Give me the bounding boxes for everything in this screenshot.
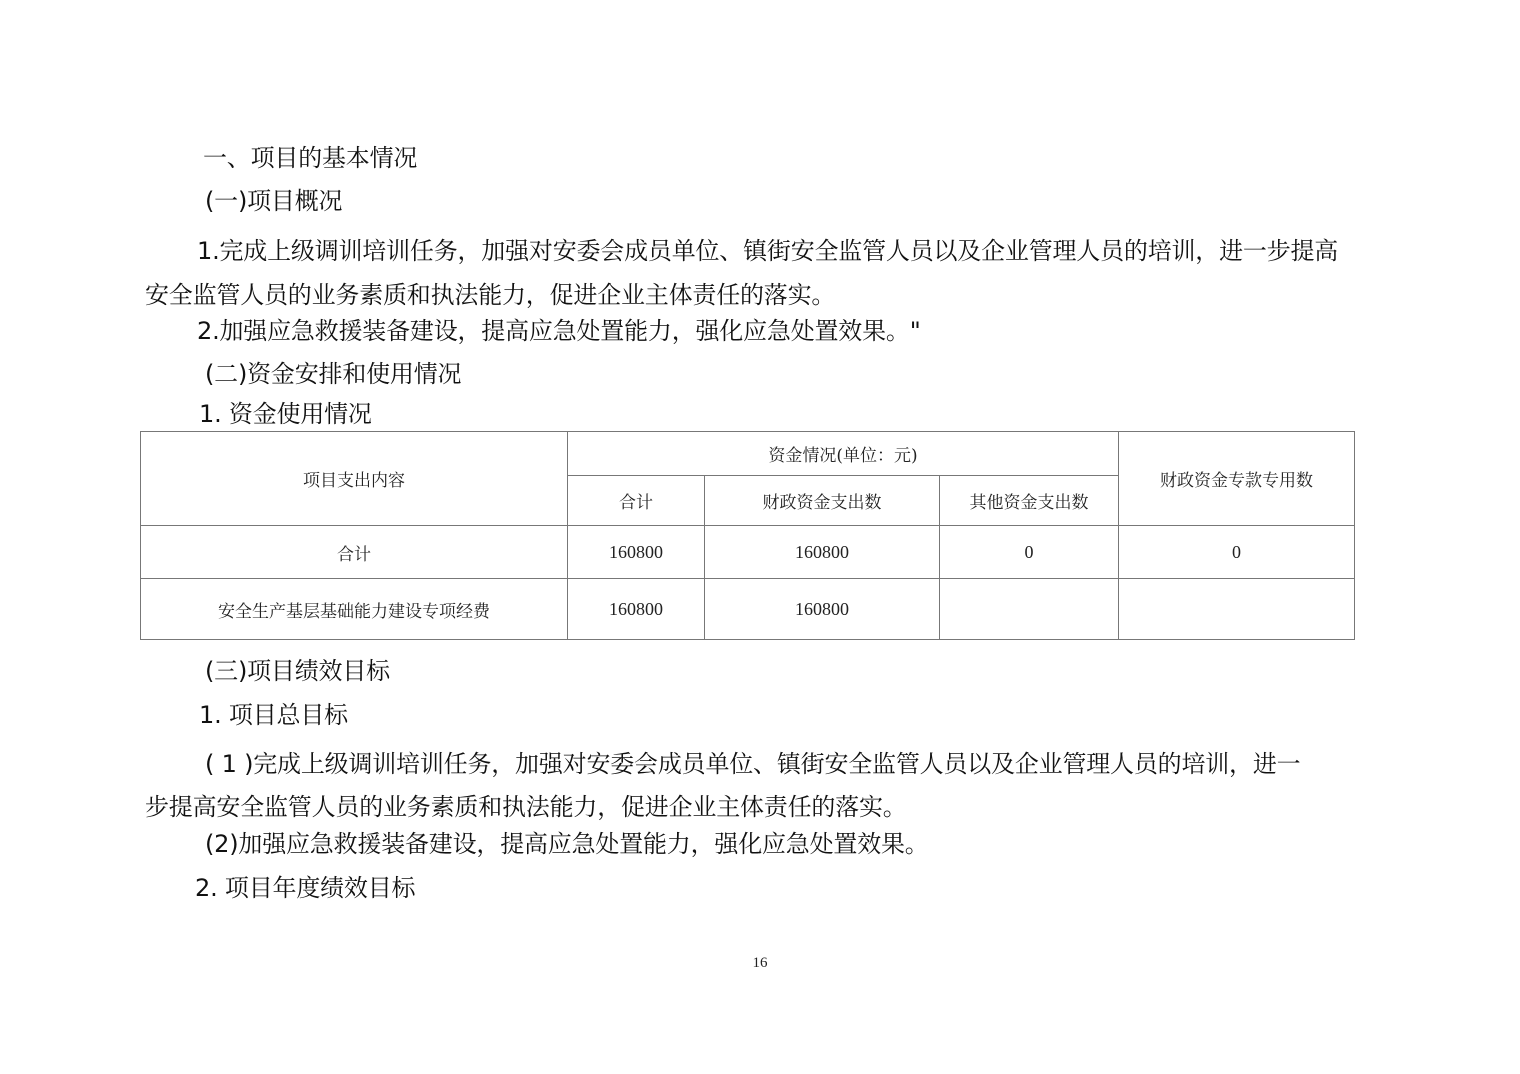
cell-total: 160800 (568, 526, 705, 579)
header-fiscal-expense: 财政资金支出数 (705, 476, 940, 526)
section-heading: 一、项目的基本情况 (203, 144, 418, 172)
header-other-expense: 其他资金支出数 (940, 476, 1119, 526)
table-row (141, 526, 1355, 579)
header-content: 项目支出内容 (141, 432, 568, 526)
table-header-row (141, 432, 1355, 476)
fund-usage-table (140, 431, 1355, 640)
paragraph-overview-item1-line2: 安全监管人员的业务素质和执法能力，促进企业主体责任的落实。 (145, 281, 836, 309)
cell-special: 0 (1119, 526, 1355, 579)
cell-fiscal: 160800 (705, 526, 940, 579)
funds-usage-title: 1. 资金使用情况 (199, 400, 372, 428)
paragraph-goal2: (2)加强应急救援装备建设，提高应急处置能力，强化应急处置效果。 (205, 830, 929, 858)
cell-content: 安全生产基层基础能力建设专项经费 (141, 579, 568, 640)
subsection-heading-funds: (二)资金安排和使用情况 (205, 360, 462, 388)
page-number: 16 (752, 955, 768, 971)
cell-content: 合计 (141, 526, 568, 579)
cell-total: 160800 (568, 579, 705, 640)
cell-fiscal: 160800 (705, 579, 940, 640)
paragraph-goal1-line1: ( 1 )完成上级调训培训任务，加强对安委会成员单位、镇街安全监管人员以及企业管理人员的培训，进一 (205, 750, 1301, 778)
performance-annual-title: 2. 项目年度绩效目标 (195, 874, 416, 902)
paragraph-overview-item2: 2.加强应急救援装备建设，提高应急处置能力，强化应急处置效果。" (197, 317, 921, 345)
header-special-count: 财政资金专款专用数 (1119, 432, 1355, 526)
cell-other (940, 579, 1119, 640)
cell-special (1119, 579, 1355, 640)
subsection-heading-performance: (三)项目绩效目标 (205, 657, 390, 685)
cell-other: 0 (940, 526, 1119, 579)
subsection-heading-overview: (一)项目概况 (205, 187, 343, 215)
table-row (141, 579, 1355, 640)
header-funds-group: 资金情况(单位：元) (568, 432, 1119, 476)
performance-overall-title: 1. 项目总目标 (199, 701, 348, 729)
paragraph-goal1-line2: 步提高安全监管人员的业务素质和执法能力，促进企业主体责任的落实。 (145, 793, 907, 821)
paragraph-overview-item1-line1: 1.完成上级调训培训任务，加强对安委会成员单位、镇街安全监管人员以及企业管理人员的培训，进一步提高 (197, 237, 1339, 265)
header-total: 合计 (568, 476, 705, 526)
